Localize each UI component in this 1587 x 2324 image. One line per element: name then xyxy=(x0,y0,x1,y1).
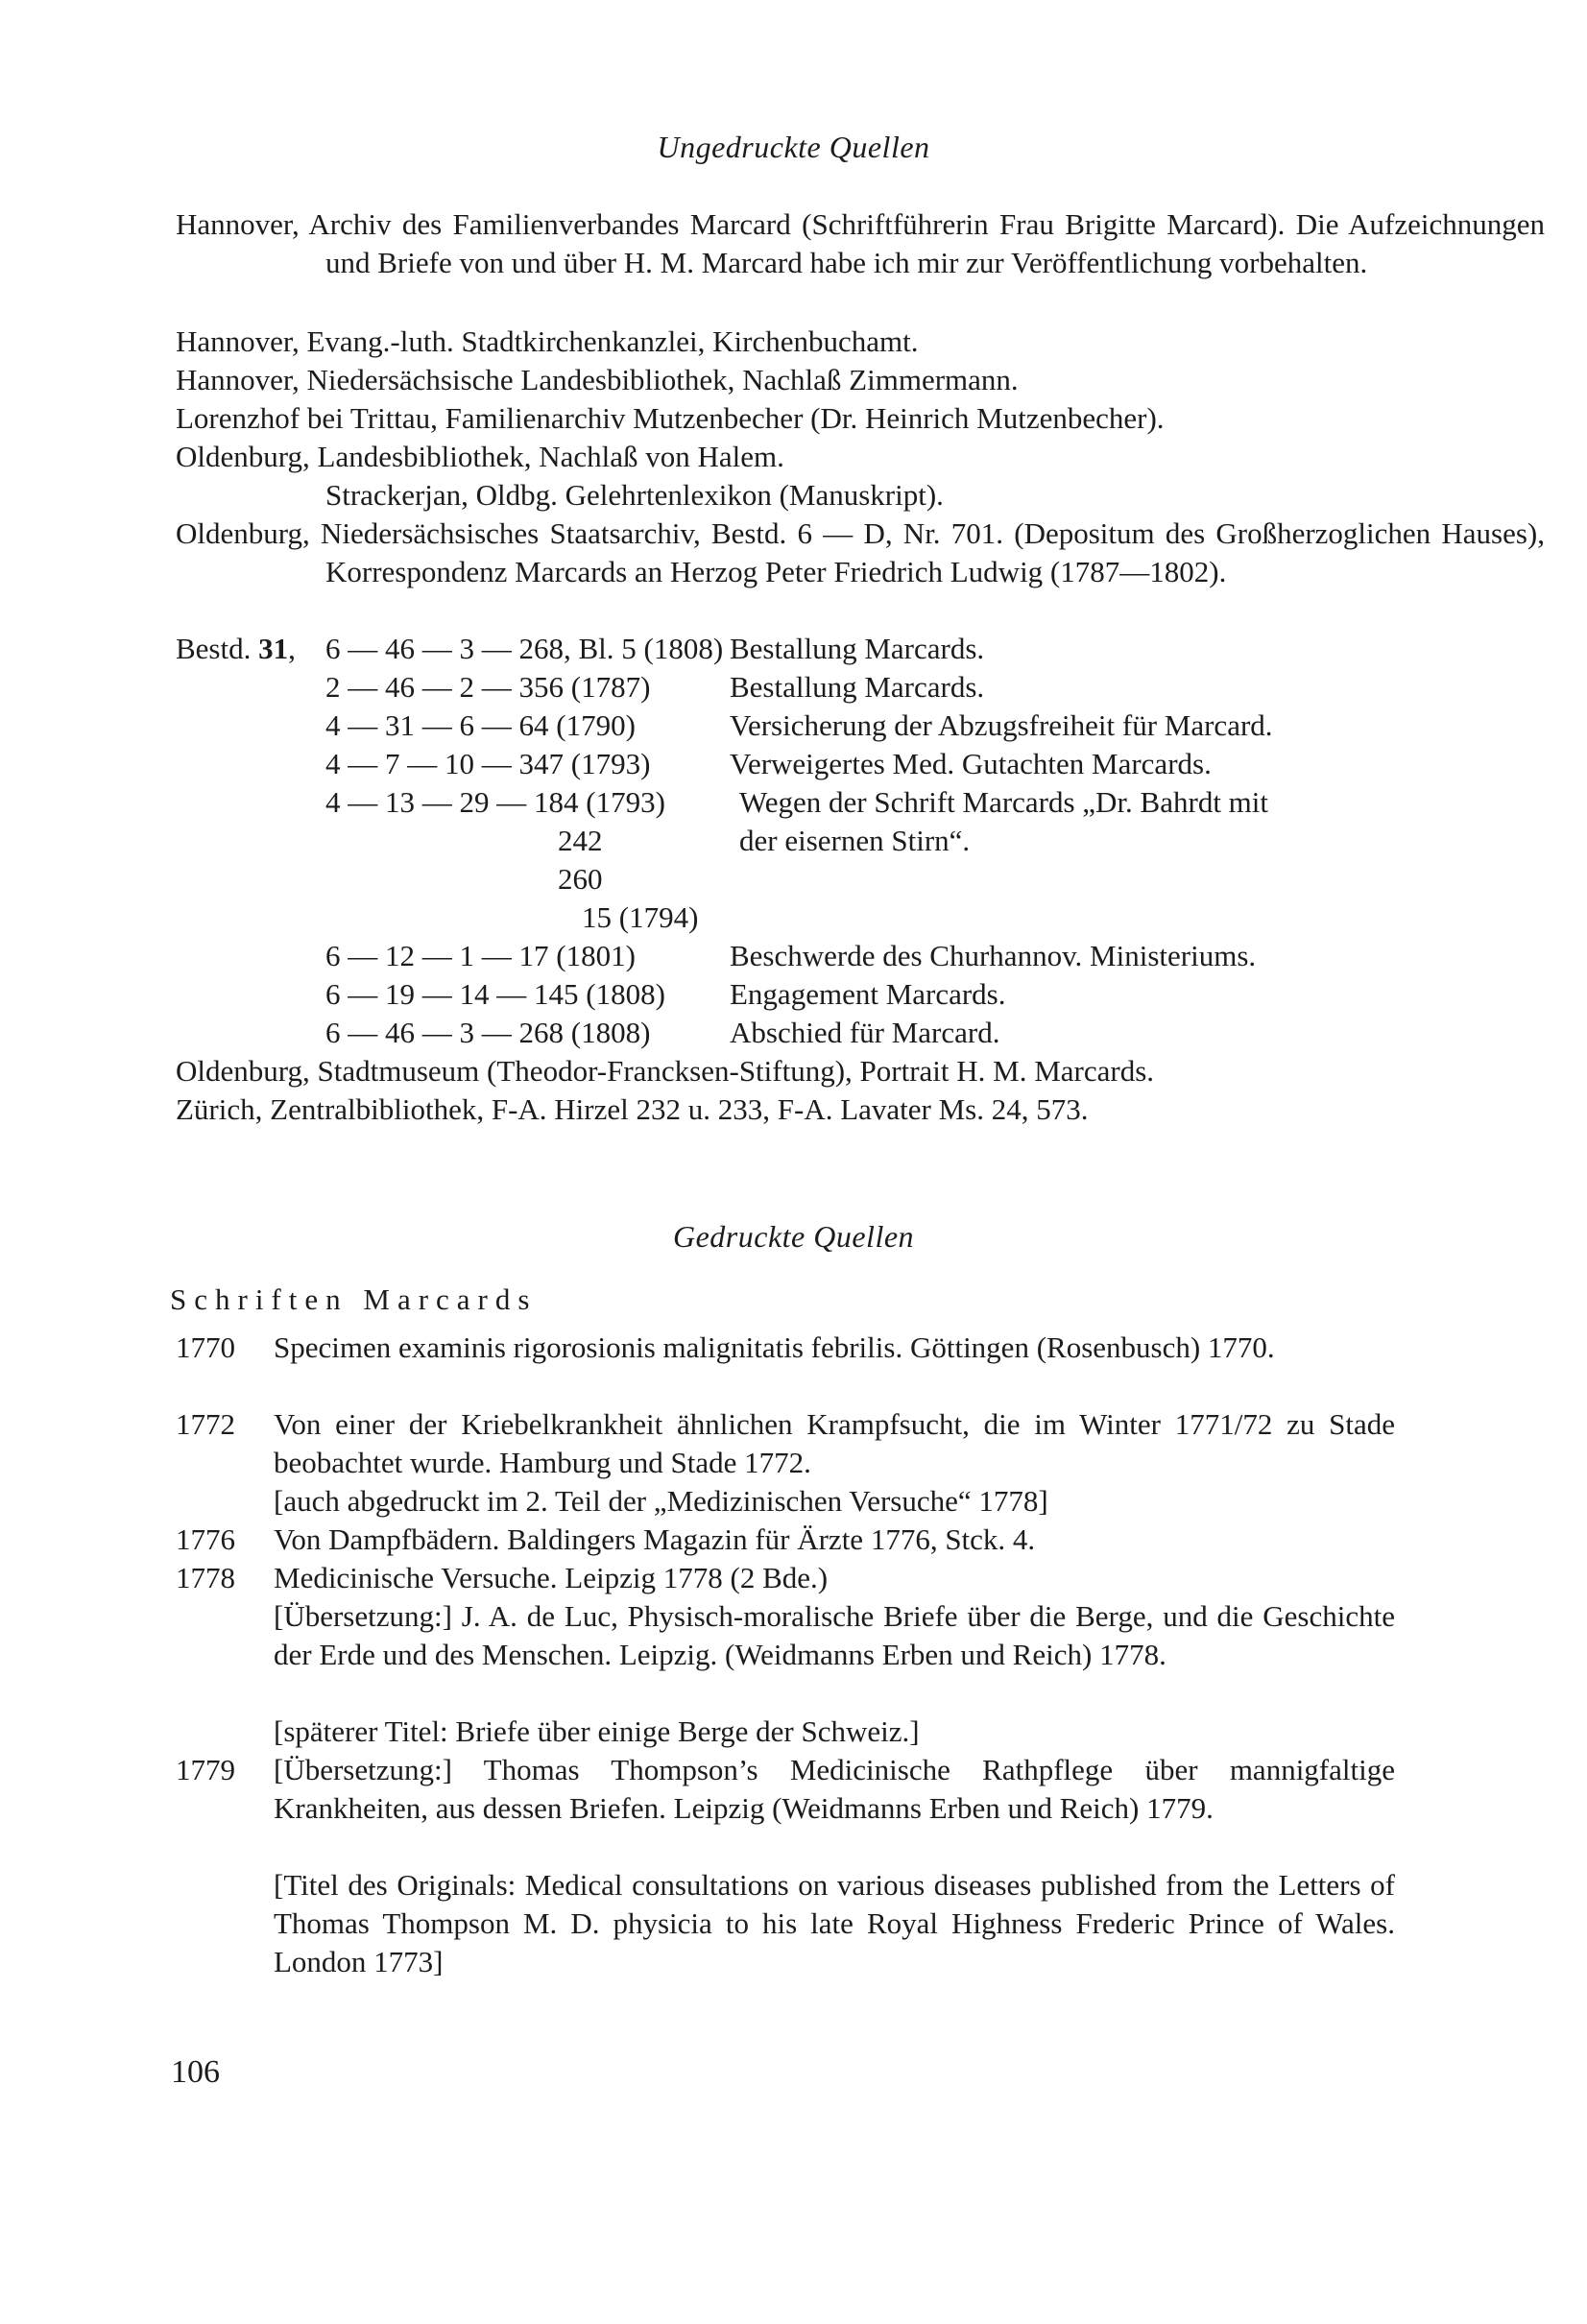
bestd-row-desc: Beschwerde des Churhannov. Ministeriums. xyxy=(730,939,1257,972)
bestd-row-desc: Bestallung Marcards. xyxy=(730,632,985,665)
source-entry-lorenzhof: Lorenzhof bei Trittau, Familienarchiv Mutzenbecher (Dr. Heinrich Mutzenbecher). xyxy=(176,401,1165,435)
writing-entry xyxy=(176,1405,1395,1521)
writing-entry xyxy=(176,1521,1395,1559)
writing-year: 1770 xyxy=(176,1330,235,1364)
source-entry-zurich: Zürich, Zentralbibliothek, F-A. Hirzel 232 u. 233, F-A. Lavater Ms. 24, 573. xyxy=(176,1092,1089,1126)
writing-year: 1776 xyxy=(176,1522,235,1556)
bestd-row-desc: der eisernen Stirn“. xyxy=(739,824,971,857)
writing-text: Von Dampfbädern. Baldingers Magazin für Ärzte 1776, Stck. 4. xyxy=(274,1522,1036,1556)
page-number: 106 xyxy=(171,2054,220,2090)
bestd-row-code: 242 xyxy=(558,824,603,857)
bestd-label: Bestd. 31, xyxy=(176,632,296,665)
writing-note: [späterer Titel: Briefe über einige Berge der Schweiz.] xyxy=(274,1714,920,1748)
source-entry-hannover-archiv: Hannover, Archiv des Familienverbandes Marcard (Schriftführerin Frau Brigitte Marcard). Die Aufzeichnungen und Briefe von und über H. M. Marcard habe ich mir zur Veröffentlichung vorbehalten. xyxy=(176,207,1545,279)
writing-entry xyxy=(176,1559,1395,1751)
bestd-row-code: 6 — 12 — 1 — 17 (1801) xyxy=(325,939,636,972)
subheading-writings: Schriften Marcards xyxy=(170,1282,538,1316)
writing-year: 1779 xyxy=(176,1753,235,1786)
source-entry-oldenburg-staatsarchiv: Oldenburg, Niedersächsisches Staatsarchiv, Bestd. 6 — D, Nr. 701. (Depositum des Großherzoglichen Hauses), Korrespondenz Marcards an Herzog Peter Friedrich Ludwig (1787—1802). xyxy=(176,516,1545,588)
source-entry-stadtmuseum: Oldenburg, Stadtmuseum (Theodor-Francksen-Stiftung), Portrait H. M. Marcards. xyxy=(176,1054,1155,1088)
writing-note: [auch abgedruckt im 2. Teil der „Medizinischen Versuche“ 1778] xyxy=(274,1484,1048,1518)
heading-printed-sources: Gedruckte Quellen xyxy=(672,1219,915,1254)
bestd-row-desc: Verweigertes Med. Gutachten Marcards. xyxy=(730,747,1212,780)
bestd-row-code: 15 (1794) xyxy=(582,900,699,934)
bestd-row-desc: Wegen der Schrift Marcards „Dr. Bahrdt mit xyxy=(739,785,1269,819)
bestd-row-code: 6 — 46 — 3 — 268 (1808) xyxy=(325,1016,651,1049)
bestd-row-code: 260 xyxy=(558,862,603,896)
bestd-row-desc: Bestallung Marcards. xyxy=(730,670,985,704)
writing-text: Von einer der Kriebelkrankheit ähnlichen Krampfsucht, die im Winter 1771/72 zu Stade beobachtet wurde. Hamburg und Stade 1772. xyxy=(274,1407,1395,1479)
source-entry-hannover-landesbibliothek: Hannover, Niedersächsische Landesbibliothek, Nachlaß Zimmermann. xyxy=(176,363,1019,396)
bestd-row-code: 6 — 46 — 3 — 268, Bl. 5 (1808) xyxy=(325,632,724,665)
bestd-row-code: 4 — 7 — 10 — 347 (1793) xyxy=(325,747,651,780)
bestd-row-desc: Versicherung der Abzugsfreiheit für Marcard. xyxy=(730,708,1273,742)
writing-year: 1778 xyxy=(176,1561,235,1594)
bestd-row-code: 2 — 46 — 2 — 356 (1787) xyxy=(325,670,651,704)
writing-note: [Titel des Originals: Medical consultations on various diseases published from the Letters of Thomas Thompson M. D. physicia to his late Royal Highness Frederic Prince of Wales. London 1773] xyxy=(274,1868,1395,1978)
writing-year: 1772 xyxy=(176,1407,235,1441)
bestd-row-desc: Abschied für Marcard. xyxy=(730,1016,1000,1049)
heading-unprinted-sources: Ungedruckte Quellen xyxy=(657,130,930,164)
writing-note: [Übersetzung:] J. A. de Luc, Physisch-moralische Briefe über die Berge, und die Geschichte der Erde und des Menschen. Leipzig. (Weidmanns Erben und Reich) 1778. xyxy=(274,1599,1395,1671)
writing-text: Medicinische Versuche. Leipzig 1778 (2 Bde.) xyxy=(274,1561,829,1594)
writing-entry xyxy=(176,1329,1395,1405)
bestd-row-code: 4 — 13 — 29 — 184 (1793) xyxy=(325,785,665,819)
source-entry-strackerjan: Strackerjan, Oldbg. Gelehrtenlexikon (Manuskript). xyxy=(325,478,944,512)
bestd-row-code: 4 — 31 — 6 — 64 (1790) xyxy=(325,708,636,742)
writing-entry xyxy=(176,1751,1395,1981)
source-entry-hannover-kirchenbuchamt: Hannover, Evang.-luth. Stadtkirchenkanzlei, Kirchenbuchamt. xyxy=(176,324,919,358)
writing-text: [Übersetzung:] Thomas Thompson’s Medicinische Rathpflege über mannigfaltige Krankheiten, aus dessen Briefen. Leipzig (Weidmanns Erben und Reich) 1779. xyxy=(274,1753,1395,1825)
source-entry-oldenburg-landesbibliothek: Oldenburg, Landesbibliothek, Nachlaß von Halem. xyxy=(176,440,784,473)
writing-text: Specimen examinis rigorosionis malignitatis febrilis. Göttingen (Rosenbusch) 1770. xyxy=(274,1330,1275,1364)
bestd-row-code: 6 — 19 — 14 — 145 (1808) xyxy=(325,977,665,1011)
bestd-row-desc: Engagement Marcards. xyxy=(730,977,1006,1011)
